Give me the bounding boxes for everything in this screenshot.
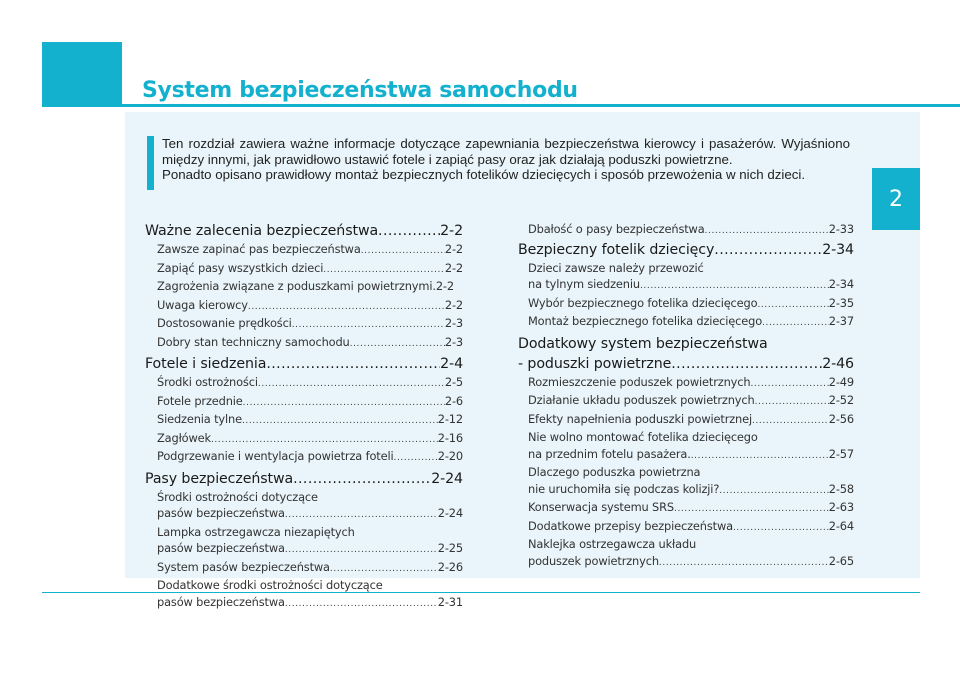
toc-item-label: na przednim fotelu pasażera. — [528, 446, 691, 461]
toc-item-label: Środki ostrożności — [157, 375, 258, 389]
toc-item-label: Konserwacja systemu SRS — [528, 500, 674, 514]
toc-item[interactable] — [145, 393, 463, 412]
toc-item[interactable] — [145, 241, 463, 260]
toc-item-label: pasów bezpieczeństwa — [157, 541, 285, 555]
toc-item-line[interactable]: Dlaczego poduszka powietrzna — [528, 465, 701, 479]
toc-item-line[interactable]: Dzieci zawsze należy przewozić — [528, 260, 704, 275]
toc-page: 2-65 — [828, 553, 854, 568]
toc-item-label: Efekty napełnienia poduszki powietrznej — [528, 411, 752, 426]
toc-item[interactable] — [145, 430, 463, 449]
toc-item-label: System pasów bezpieczeństwa — [157, 559, 330, 574]
toc-page: 2-46 — [822, 355, 854, 372]
toc-item-label: pasów bezpieczeństwa — [157, 594, 285, 609]
toc-item-label: na tylnym siedzeniu — [528, 277, 640, 291]
toc-section[interactable] — [145, 469, 463, 489]
intro-paragraph: Ten rozdział zawiera ważne informacje dotyczące zapewniania bezpieczeństwa kierowcy i pasażerów. Wyjaśniono między innymi, jak prawidłowo ustawić fotele i zapiąć pasy oraz jak działają poduszki powietrzne. — [162, 136, 850, 167]
toc-item-label: Zawsze zapinać pas bezpieczeństwa — [157, 242, 361, 256]
toc-page: 2-2 — [444, 260, 463, 275]
toc-item[interactable] — [145, 559, 463, 578]
toc-right-column — [518, 221, 854, 571]
intro-accent-bar — [147, 136, 154, 190]
toc-item[interactable] — [145, 540, 463, 559]
toc-item[interactable] — [145, 448, 463, 467]
toc-page: 2-2 — [444, 242, 463, 256]
toc-item[interactable] — [145, 260, 463, 279]
footer-rule — [42, 592, 920, 593]
toc-page: 2-3 — [444, 334, 463, 349]
toc-item-line[interactable]: Dodatkowe środki ostrożności dotyczące — [157, 578, 383, 592]
toc-item[interactable] — [518, 295, 854, 314]
toc-item-label: Dbałość o pasy bezpieczeństwa — [528, 222, 705, 236]
toc-page: 2-20 — [437, 449, 463, 463]
toc-section-label: Bezpieczny fotelik dziecięcy — [518, 241, 715, 258]
toc-page: 2-52 — [828, 393, 854, 407]
toc-item-label: Wybór bezpiecznego fotelika dziecięcego — [528, 295, 758, 310]
toc-item-label: Fotele przednie — [157, 393, 243, 408]
toc-page: 2-37 — [828, 314, 854, 328]
toc-item-label: Podgrzewanie i wentylacja powietrza foteli — [157, 449, 394, 463]
toc-item[interactable] — [145, 297, 463, 316]
toc-item[interactable] — [518, 411, 854, 430]
toc-item[interactable] — [145, 315, 463, 334]
page-title: System bezpieczeństwa samochodu — [142, 78, 578, 103]
toc-section-label: - poduszki powietrzne — [518, 355, 672, 372]
toc-item[interactable] — [145, 374, 463, 393]
header-accent-block — [42, 42, 122, 106]
toc-page: 2-26 — [437, 559, 463, 574]
toc-page: 2-31 — [437, 594, 463, 609]
toc-item-label: Dodatkowe przepisy bezpieczeństwa — [528, 518, 733, 533]
toc-item[interactable] — [518, 374, 854, 393]
toc-item-label: Uwaga kierowcy — [157, 297, 248, 312]
toc-page: 2-64 — [828, 518, 854, 533]
toc-page: 2-49 — [828, 374, 854, 389]
toc-page: 2-63 — [828, 500, 854, 514]
toc-item-label: nie uruchomiła się podczas kolizji? — [528, 481, 720, 496]
toc-item-label: Zagrożenia związane z poduszkami powietrznymi — [157, 279, 433, 293]
toc-page: 2-24 — [431, 470, 463, 487]
toc-item[interactable] — [145, 411, 463, 430]
toc-section[interactable] — [518, 354, 854, 374]
toc-page: 2-25 — [437, 541, 463, 555]
toc-item-label: Siedzenia tylne — [157, 412, 242, 426]
toc-section-label: Fotele i siedzenia — [145, 356, 267, 372]
toc-page: 2-12 — [437, 412, 463, 426]
toc-item-line[interactable]: Lampka ostrzegawcza niezapiętych — [157, 524, 355, 539]
toc-item-label: Montaż bezpiecznego fotelika dziecięcego — [528, 314, 763, 328]
toc-item-line[interactable]: Środki ostrożności dotyczące — [157, 489, 318, 504]
toc-page: .2-2 — [432, 279, 454, 293]
toc-item[interactable] — [518, 392, 854, 411]
toc-page: 2-35 — [828, 295, 854, 310]
toc-item-line[interactable]: Nie wolno montować fotelika dziecięcego — [528, 430, 758, 444]
toc-page: 2-34 — [828, 277, 854, 291]
toc-section-label: Pasy bezpieczeństwa — [145, 470, 294, 487]
toc-page: 2-3 — [444, 316, 463, 330]
toc-page: 2-56 — [828, 411, 854, 426]
toc-section[interactable] — [145, 354, 463, 374]
toc-item-label: Dostosowanie prędkości — [157, 316, 292, 330]
toc-item-label: Dobry stan techniczny samochodu — [157, 334, 350, 349]
toc-item[interactable] — [518, 446, 854, 465]
toc-item[interactable] — [518, 221, 854, 240]
toc-item[interactable] — [518, 313, 854, 332]
toc-item-label: pasów bezpieczeństwa — [157, 506, 285, 520]
toc-page: 2-4 — [440, 356, 463, 372]
toc-item[interactable] — [518, 499, 854, 518]
toc-item-label: poduszek powietrznych — [528, 553, 659, 568]
toc-item-label: Zagłówek — [157, 430, 211, 445]
toc-section-line[interactable]: Dodatkowy system bezpieczeństwa — [518, 335, 768, 352]
toc-item[interactable] — [518, 553, 854, 572]
toc-section-label: Ważne zalecenia bezpieczeństwa — [145, 223, 379, 239]
toc-page: 2-6 — [444, 393, 463, 408]
toc-page: 2-57 — [828, 446, 854, 461]
toc-section[interactable] — [518, 240, 854, 260]
title-underline — [42, 104, 960, 107]
toc-page: 2-24 — [437, 506, 463, 520]
toc-item-label: Zapiąć pasy wszystkich dzieci — [157, 260, 324, 275]
toc-item-label: Rozmieszczenie poduszek powietrznych — [528, 374, 751, 389]
intro-text — [162, 136, 850, 183]
toc-left-column — [145, 221, 463, 612]
toc-item[interactable] — [145, 505, 463, 524]
toc-item-label: Działanie układu poduszek powietrznych — [528, 393, 755, 407]
toc-item-line[interactable]: Naklejka ostrzegawcza układu — [528, 537, 697, 551]
toc-item[interactable] — [145, 334, 463, 353]
chapter-tab[interactable]: 2 — [872, 168, 920, 230]
toc-item[interactable] — [518, 276, 854, 295]
toc-item[interactable] — [145, 594, 463, 613]
toc-page: 2-34 — [822, 241, 854, 258]
toc-page: 2-33 — [828, 222, 854, 236]
toc-section[interactable] — [145, 221, 463, 241]
toc-item[interactable] — [518, 481, 854, 500]
toc-page: 2-16 — [437, 430, 463, 445]
toc-page: 2-58 — [828, 481, 854, 496]
intro-paragraph: Ponadto opisano prawidłowy montaż bezpiecznych fotelików dziecięcych i sposób przewożenia w nich dzieci. — [162, 167, 806, 182]
toc-page: 2-2 — [444, 297, 463, 312]
toc-item[interactable] — [145, 278, 463, 297]
toc-item[interactable] — [518, 518, 854, 537]
toc-page: 2-5 — [444, 375, 463, 389]
toc-page: 2-2 — [440, 223, 463, 239]
